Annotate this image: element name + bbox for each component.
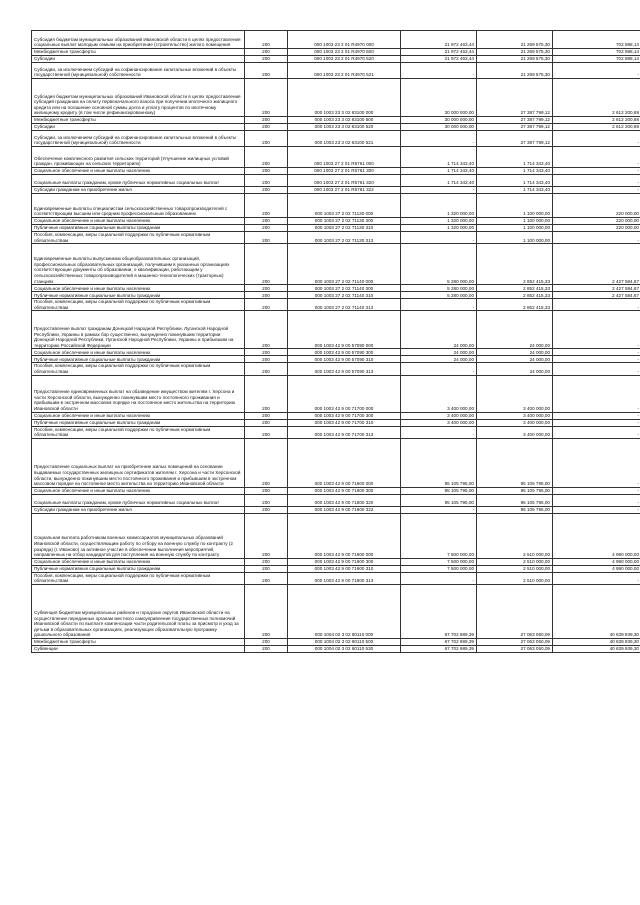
row-rest-cell: -: [553, 363, 640, 375]
row-code-cell: 200: [245, 175, 288, 187]
row-rest-cell: 2 612 200,88: [553, 79, 640, 117]
row-rest-cell: -: [553, 487, 640, 494]
row-name-cell: Предоставление единовременных выплат на обзаведение имуществом жителям г. Херсона и части Херсонской области, вынужденно покинувшим место постоянного проживания и прибывшим в экстренном массовом порядке на постоянное место жительства на территорию Ивановской области: [32, 375, 245, 412]
row-code-cell: 200: [245, 311, 288, 349]
row-name-cell: Единовременные выплаты выпускникам общеобразовательных организаций, профессиональных образовательных организаций, получившим в указанных организациях соответствующие документы об образовании, о квалификации, работающим у сельскохозяйственных товаропроизводителей в машинно-технологических (тракторных) станциях: [32, 244, 245, 285]
row-name-cell: Обеспечение комплексного развития сельских территорий (Улучшение жилищных условий граждан, проживающих на сельских территориях): [32, 147, 245, 168]
row-plan-cell: 5 280 000,00: [401, 292, 477, 299]
row-kbk-cell: 000 1003 42 9 00 71800 000: [288, 438, 401, 487]
row-fact-cell: 24 000,00: [477, 349, 553, 356]
row-fact-cell: 27 063 050,09: [477, 584, 553, 638]
table-row: [32, 232, 640, 244]
row-code-cell: 200: [245, 168, 288, 175]
row-code-cell: 200: [245, 131, 288, 147]
row-code-cell: 200: [245, 494, 288, 506]
row-plan-cell: 21 972 463,44: [401, 56, 477, 63]
row-kbk-cell: 000 1003 42 9 00 71800 300: [288, 487, 401, 494]
row-code-cell: 200: [245, 349, 288, 356]
row-fact-cell: 2 852 415,33: [477, 244, 553, 285]
row-fact-cell: 1 714 343,40: [477, 147, 553, 168]
row-code-cell: 200: [245, 225, 288, 232]
row-code-cell: 200: [245, 285, 288, 292]
row-kbk-cell: 000 1003 42 9 00 57090 310: [288, 356, 401, 363]
row-rest-cell: -: [553, 187, 640, 194]
row-name-cell: Пособия, компенсации, меры социальной поддержки по публичным нормативным обязательствам: [32, 363, 245, 375]
row-rest-cell: 702 888,14: [553, 49, 640, 56]
row-code-cell: 200: [245, 63, 288, 79]
row-kbk-cell: 000 1003 42 9 00 71900 310: [288, 565, 401, 572]
row-plan-cell: -: [401, 572, 477, 584]
row-code-cell: 200: [245, 438, 288, 487]
row-fact-cell: 2 852 415,33: [477, 299, 553, 311]
row-plan-cell: 3 400 000,00: [401, 375, 477, 412]
row-fact-cell: 2 510 000,00: [477, 572, 553, 584]
table-row: [32, 31, 640, 49]
row-fact-cell: 27 387 799,12: [477, 117, 553, 124]
row-fact-cell: 21 269 575,30: [477, 31, 553, 49]
row-name-cell: Субсидии, за исключением субсидий на софинансирование капитальных вложений в объекты государственной (муниципальной) собственности: [32, 63, 245, 79]
row-rest-cell: 220 000,00: [553, 218, 640, 225]
row-fact-cell: 1 100 000,00: [477, 194, 553, 218]
row-plan-cell: -: [401, 299, 477, 311]
row-name-cell: Публичные нормативные социальные выплаты гражданам: [32, 565, 245, 572]
row-code-cell: 200: [245, 232, 288, 244]
row-code-cell: 200: [245, 645, 288, 652]
row-rest-cell: 702 888,14: [553, 31, 640, 49]
row-name-cell: Социальное обеспечение и иные выплаты населению: [32, 487, 245, 494]
row-rest-cell: -: [553, 299, 640, 311]
table-row: [32, 292, 640, 299]
row-kbk-cell: 000 1003 42 9 00 71700 000: [288, 375, 401, 412]
table-row: [32, 124, 640, 131]
table-row: [32, 375, 640, 412]
row-rest-cell: -: [553, 572, 640, 584]
row-plan-cell: 95 105 795,00: [401, 487, 477, 494]
row-kbk-cell: 000 1003 27 2 02 71130 000: [288, 194, 401, 218]
row-kbk-cell: 000 1003 23 3 02 83100 500: [288, 117, 401, 124]
table-row: [32, 218, 640, 225]
row-code-cell: 200: [245, 244, 288, 285]
table-row: [32, 63, 640, 79]
row-fact-cell: 24 000,00: [477, 356, 553, 363]
row-plan-cell: 24 000,00: [401, 349, 477, 356]
table-row: [32, 638, 640, 645]
row-kbk-cell: 000 1003 42 9 00 71700 313: [288, 426, 401, 438]
row-kbk-cell: 000 1004 02 3 02 80110 530: [288, 645, 401, 652]
row-kbk-cell: 000 1003 27 2 02 71140 310: [288, 292, 401, 299]
row-name-cell: Субсидия бюджетам муниципальных образований Ивановской области в целях предоставления социальных выплат молодым семьям на приобретение (строительство) жилого помещения: [32, 31, 245, 49]
row-rest-cell: -: [553, 349, 640, 356]
row-fact-cell: 95 105 795,00: [477, 494, 553, 506]
row-code-cell: 200: [245, 56, 288, 63]
row-rest-cell: -: [553, 356, 640, 363]
row-kbk-cell: 000 1003 27 2 02 71140 300: [288, 285, 401, 292]
row-name-cell: Субсидии гражданам на приобретение жилья: [32, 187, 245, 194]
row-fact-cell: 95 105 795,00: [477, 487, 553, 494]
row-code-cell: 200: [245, 513, 288, 558]
row-name-cell: Социальное обеспечение и иные выплаты населению: [32, 412, 245, 419]
row-kbk-cell: 000 1003 27 2 02 71140 000: [288, 244, 401, 285]
row-code-cell: 200: [245, 426, 288, 438]
row-fact-cell: 2 510 000,00: [477, 565, 553, 572]
row-kbk-cell: 000 1003 27 2 01 R5761 300: [288, 168, 401, 175]
row-kbk-cell: 000 1003 23 3 02 83100 520: [288, 124, 401, 131]
table-body: [32, 31, 640, 653]
row-code-cell: 200: [245, 412, 288, 419]
row-name-cell: Пособия, компенсации, меры социальной поддержки по публичным нормативным обязательствам: [32, 572, 245, 584]
row-rest-cell: 4 990 000,00: [553, 565, 640, 572]
row-code-cell: 200: [245, 79, 288, 117]
row-rest-cell: -: [553, 375, 640, 412]
row-name-cell: Пособия, компенсации, меры социальной поддержки по публичным нормативным обязательствам: [32, 232, 245, 244]
row-plan-cell: -: [401, 506, 477, 513]
row-kbk-cell: 000 1004 02 3 02 80110 500: [288, 638, 401, 645]
row-code-cell: 200: [245, 147, 288, 168]
row-kbk-cell: 000 1003 27 2 02 71130 300: [288, 218, 401, 225]
row-kbk-cell: 000 1003 27 2 01 R5761 000: [288, 147, 401, 168]
row-plan-cell: 3 400 000,00: [401, 412, 477, 419]
row-fact-cell: 95 105 795,00: [477, 438, 553, 487]
row-code-cell: 200: [245, 194, 288, 218]
row-plan-cell: 1 320 000,00: [401, 218, 477, 225]
row-code-cell: 200: [245, 117, 288, 124]
row-rest-cell: -: [553, 63, 640, 79]
table-row: [32, 438, 640, 487]
row-kbk-cell: 000 1003 27 2 01 R5761 320: [288, 175, 401, 187]
row-rest-cell: -: [553, 419, 640, 426]
row-plan-cell: 67 702 989,39: [401, 638, 477, 645]
row-fact-cell: 24 000,00: [477, 311, 553, 349]
row-fact-cell: 3 400 000,00: [477, 426, 553, 438]
table-row: [32, 311, 640, 349]
row-code-cell: 200: [245, 419, 288, 426]
table-row: [32, 168, 640, 175]
row-kbk-cell: 000 1003 27 2 01 R5761 322: [288, 187, 401, 194]
table-row: [32, 79, 640, 117]
row-plan-cell: -: [401, 363, 477, 375]
row-plan-cell: 24 000,00: [401, 356, 477, 363]
row-name-cell: Субвенция бюджетам муниципальных районов и городских округов Ивановской области на осуществление переданных органам местного самоуправления государственных полномочий Ивановской области по выплате компенсации части родительской платы за присмотр и уход за детьми в образовательных организациях, реализующих образовательную программу дошкольного образования: [32, 584, 245, 638]
row-rest-cell: 2 427 584,67: [553, 285, 640, 292]
row-plan-cell: 1 320 000,00: [401, 225, 477, 232]
row-code-cell: 200: [245, 558, 288, 565]
row-code-cell: 200: [245, 584, 288, 638]
row-name-cell: Единовременные выплаты специалистам сельскохозяйственных товаропроизводителей с соответствующим высшим или средним профессиональным образованием: [32, 194, 245, 218]
row-plan-cell: -: [401, 131, 477, 147]
row-rest-cell: 220 000,00: [553, 194, 640, 218]
table-row: [32, 419, 640, 426]
row-kbk-cell: 000 1004 02 3 02 80110 000: [288, 584, 401, 638]
row-name-cell: Публичные нормативные социальные выплаты гражданам: [32, 292, 245, 299]
row-name-cell: Социальное обеспечение и иные выплаты населению: [32, 285, 245, 292]
row-kbk-cell: 000 1003 23 2 01 R4970 521: [288, 63, 401, 79]
row-rest-cell: 40 639 939,30: [553, 638, 640, 645]
table-row: [32, 244, 640, 285]
row-kbk-cell: 000 1003 42 9 00 57090 300: [288, 349, 401, 356]
table-row: [32, 117, 640, 124]
row-name-cell: Субсидии: [32, 56, 245, 63]
row-name-cell: Межбюджетные трансферты: [32, 638, 245, 645]
row-plan-cell: 24 000,00: [401, 311, 477, 349]
row-plan-cell: -: [401, 232, 477, 244]
row-fact-cell: 3 400 000,00: [477, 419, 553, 426]
row-kbk-cell: 000 1003 27 2 02 71140 313: [288, 299, 401, 311]
row-kbk-cell: 000 1003 27 2 02 71130 313: [288, 232, 401, 244]
table-row: [32, 356, 640, 363]
row-name-cell: Социальное обеспечение и иные выплаты населению: [32, 218, 245, 225]
row-name-cell: Межбюджетные трансферты: [32, 49, 245, 56]
row-code-cell: 200: [245, 292, 288, 299]
table-row: [32, 565, 640, 572]
row-code-cell: 200: [245, 31, 288, 49]
row-kbk-cell: 000 1003 42 9 00 71700 300: [288, 412, 401, 419]
row-code-cell: 200: [245, 375, 288, 412]
row-name-cell: Субвенции: [32, 645, 245, 652]
row-code-cell: 200: [245, 49, 288, 56]
row-plan-cell: 30 000 000,00: [401, 79, 477, 117]
row-fact-cell: 1 714 343,40: [477, 175, 553, 187]
row-kbk-cell: 000 1003 42 9 00 57090 000: [288, 311, 401, 349]
row-kbk-cell: 000 1003 42 9 00 71900 300: [288, 558, 401, 565]
row-code-cell: 200: [245, 506, 288, 513]
row-rest-cell: 2 612 200,88: [553, 124, 640, 131]
row-fact-cell: 27 387 799,12: [477, 79, 553, 117]
row-rest-cell: -: [553, 412, 640, 419]
row-fact-cell: 21 269 575,30: [477, 49, 553, 56]
row-fact-cell: 21 269 575,30: [477, 63, 553, 79]
row-rest-cell: -: [553, 131, 640, 147]
row-kbk-cell: 000 1003 42 9 00 57090 313: [288, 363, 401, 375]
row-rest-cell: -: [553, 506, 640, 513]
table-row: [32, 645, 640, 652]
row-fact-cell: 3 400 000,00: [477, 375, 553, 412]
row-plan-cell: 30 000 000,00: [401, 117, 477, 124]
row-fact-cell: 27 387 799,12: [477, 131, 553, 147]
row-plan-cell: 67 702 989,39: [401, 584, 477, 638]
table-row: [32, 584, 640, 638]
row-plan-cell: 5 280 000,00: [401, 244, 477, 285]
row-rest-cell: 2 612 200,88: [553, 117, 640, 124]
table-row: [32, 225, 640, 232]
row-fact-cell: 27 063 050,09: [477, 645, 553, 652]
row-rest-cell: 2 427 584,67: [553, 292, 640, 299]
row-plan-cell: 1 714 343,40: [401, 168, 477, 175]
row-rest-cell: -: [553, 426, 640, 438]
row-name-cell: Публичные нормативные социальные выплаты гражданам: [32, 225, 245, 232]
row-kbk-cell: 000 1003 23 2 01 R4970 500: [288, 49, 401, 56]
row-plan-cell: 7 500 000,00: [401, 558, 477, 565]
row-code-cell: 200: [245, 487, 288, 494]
row-plan-cell: 1 714 343,40: [401, 175, 477, 187]
row-rest-cell: -: [553, 175, 640, 187]
table-row: [32, 147, 640, 168]
row-kbk-cell: 000 1003 42 9 00 71900 313: [288, 572, 401, 584]
row-rest-cell: -: [553, 494, 640, 506]
row-rest-cell: -: [553, 147, 640, 168]
row-fact-cell: 2 510 000,00: [477, 513, 553, 558]
row-name-cell: Социальное обеспечение и иные выплаты населению: [32, 349, 245, 356]
row-plan-cell: 30 000 000,00: [401, 124, 477, 131]
row-fact-cell: 1 100 000,00: [477, 232, 553, 244]
row-code-cell: 200: [245, 124, 288, 131]
table-row: [32, 131, 640, 147]
row-rest-cell: 2 427 584,67: [553, 244, 640, 285]
row-fact-cell: 95 105 795,00: [477, 506, 553, 513]
row-name-cell: Пособия, компенсации, меры социальной поддержки по публичным нормативным обязательствам: [32, 426, 245, 438]
table-row: [32, 426, 640, 438]
table-row: [32, 513, 640, 558]
row-code-cell: 200: [245, 187, 288, 194]
row-plan-cell: -: [401, 187, 477, 194]
row-fact-cell: 21 269 575,30: [477, 56, 553, 63]
row-fact-cell: 1 100 000,00: [477, 225, 553, 232]
row-fact-cell: 24 000,00: [477, 363, 553, 375]
table-row: [32, 56, 640, 63]
table-row: [32, 558, 640, 565]
row-name-cell: Социальное обеспечение и иные выплаты населению: [32, 168, 245, 175]
row-rest-cell: 702 888,14: [553, 56, 640, 63]
table-row: [32, 285, 640, 292]
row-fact-cell: 2 852 415,33: [477, 292, 553, 299]
row-code-cell: 200: [245, 299, 288, 311]
row-rest-cell: 4 990 000,00: [553, 513, 640, 558]
row-kbk-cell: 000 1003 27 2 02 71130 310: [288, 225, 401, 232]
row-plan-cell: 1 320 000,00: [401, 194, 477, 218]
table-row: [32, 494, 640, 506]
row-kbk-cell: 000 1003 42 9 00 71800 322: [288, 506, 401, 513]
row-plan-cell: 95 105 795,00: [401, 438, 477, 487]
row-plan-cell: 21 972 463,44: [401, 49, 477, 56]
row-fact-cell: 1 714 343,40: [477, 187, 553, 194]
table-row: [32, 49, 640, 56]
row-plan-cell: 95 105 795,00: [401, 494, 477, 506]
row-plan-cell: 67 702 989,39: [401, 645, 477, 652]
row-fact-cell: 2 852 415,33: [477, 285, 553, 292]
row-fact-cell: 3 400 000,00: [477, 412, 553, 419]
row-kbk-cell: 000 1003 23 2 01 R4970 520: [288, 56, 401, 63]
row-plan-cell: 1 714 343,40: [401, 147, 477, 168]
row-fact-cell: 1 714 343,40: [477, 168, 553, 175]
row-name-cell: Социальное обеспечение и иные выплаты населению: [32, 558, 245, 565]
row-plan-cell: -: [401, 63, 477, 79]
row-name-cell: Публичные нормативные социальные выплаты гражданам: [32, 356, 245, 363]
row-name-cell: Публичные нормативные социальные выплаты гражданам: [32, 419, 245, 426]
row-kbk-cell: 000 1003 42 9 00 71900 000: [288, 513, 401, 558]
row-fact-cell: 1 100 000,00: [477, 218, 553, 225]
budget-execution-table: [31, 30, 639, 653]
row-rest-cell: 40 639 939,30: [553, 645, 640, 652]
row-rest-cell: 40 639 939,30: [553, 584, 640, 638]
row-rest-cell: -: [553, 232, 640, 244]
row-name-cell: Субсидии гражданам на приобретение жилья: [32, 506, 245, 513]
table-row: [32, 412, 640, 419]
table-row: [32, 175, 640, 187]
row-code-cell: 200: [245, 638, 288, 645]
row-plan-cell: 21 972 463,44: [401, 31, 477, 49]
row-name-cell: Социальная выплата работникам военных комиссариатов муниципальных образований Ивановской области, осуществляющим работу по отбору на военную службу по контракту (2 разряда) (г. Иваново) за активное участие в обеспечении выполнения мероприятий, направленных на отбор кандидатов для поступления на военную службу по контракту: [32, 513, 245, 558]
row-rest-cell: -: [553, 438, 640, 487]
row-name-cell: Предоставление социальных выплат на приобретение жилых помещений на основании выдаваемых государственных жилищных сертификатов жителям г. Херсона и части Херсонской области, вынужденно покинувшим место постоянного проживания и прибывшим в экстренном массовом порядке на постоянное место жительства на территорию Ивановской области: [32, 438, 245, 487]
row-fact-cell: 2 510 000,00: [477, 558, 553, 565]
row-fact-cell: 27 387 799,12: [477, 124, 553, 131]
row-rest-cell: -: [553, 311, 640, 349]
row-name-cell: Субсидии: [32, 124, 245, 131]
table-row: [32, 506, 640, 513]
row-code-cell: 200: [245, 218, 288, 225]
row-name-cell: Пособия, компенсации, меры социальной поддержки по публичным нормативным обязательствам: [32, 299, 245, 311]
row-name-cell: Субсидия бюджетам муниципальных образований Ивановской области в целях предоставления субсидий гражданам на оплату первоначального взноса при получении ипотечного жилищного кредита или на погашение основной суммы долга и уплату процентов по ипотечному жилищному кредиту (в том числе рефинансированному): [32, 79, 245, 117]
row-code-cell: 200: [245, 565, 288, 572]
row-rest-cell: 4 990 000,00: [553, 558, 640, 565]
row-fact-cell: 27 063 050,09: [477, 638, 553, 645]
table-row: [32, 299, 640, 311]
row-rest-cell: -: [553, 168, 640, 175]
row-plan-cell: 7 500 000,00: [401, 513, 477, 558]
table-row: [32, 349, 640, 356]
row-rest-cell: 220 000,00: [553, 225, 640, 232]
row-kbk-cell: 000 1003 23 3 02 83100 521: [288, 131, 401, 147]
row-plan-cell: -: [401, 426, 477, 438]
table-row: [32, 363, 640, 375]
table-row: [32, 194, 640, 218]
row-kbk-cell: 000 1003 42 9 00 71800 320: [288, 494, 401, 506]
table-row: [32, 487, 640, 494]
table-row: [32, 572, 640, 584]
row-code-cell: 200: [245, 363, 288, 375]
row-kbk-cell: 000 1003 42 9 00 71700 310: [288, 419, 401, 426]
row-plan-cell: 5 280 000,00: [401, 285, 477, 292]
table-row: [32, 187, 640, 194]
row-name-cell: Субсидии, за исключением субсидий на софинансирование капитальных вложений в объекты государственной (муниципальной) собственности: [32, 131, 245, 147]
row-plan-cell: 7 500 000,00: [401, 565, 477, 572]
row-kbk-cell: 000 1003 23 2 01 R4970 000: [288, 31, 401, 49]
row-code-cell: 200: [245, 356, 288, 363]
row-code-cell: 200: [245, 572, 288, 584]
row-plan-cell: 3 400 000,00: [401, 419, 477, 426]
row-name-cell: Социальные выплаты гражданам, кроме публичных нормативных социальных выплат: [32, 494, 245, 506]
row-name-cell: Межбюджетные трансферты: [32, 117, 245, 124]
row-name-cell: Социальные выплаты гражданам, кроме публичных нормативных социальных выплат: [32, 175, 245, 187]
row-kbk-cell: 000 1003 23 3 02 83100 000: [288, 79, 401, 117]
row-name-cell: Предоставление выплат гражданам Донецкой Народной Республики, Луганской Народной Республики, Украины в рамках бор существенно, вынужденно покинувшим территории Донецкой Народной Республики, Луганской Народной Республики, Украины и прибывшим на территорию Российской Федерации: [32, 311, 245, 349]
